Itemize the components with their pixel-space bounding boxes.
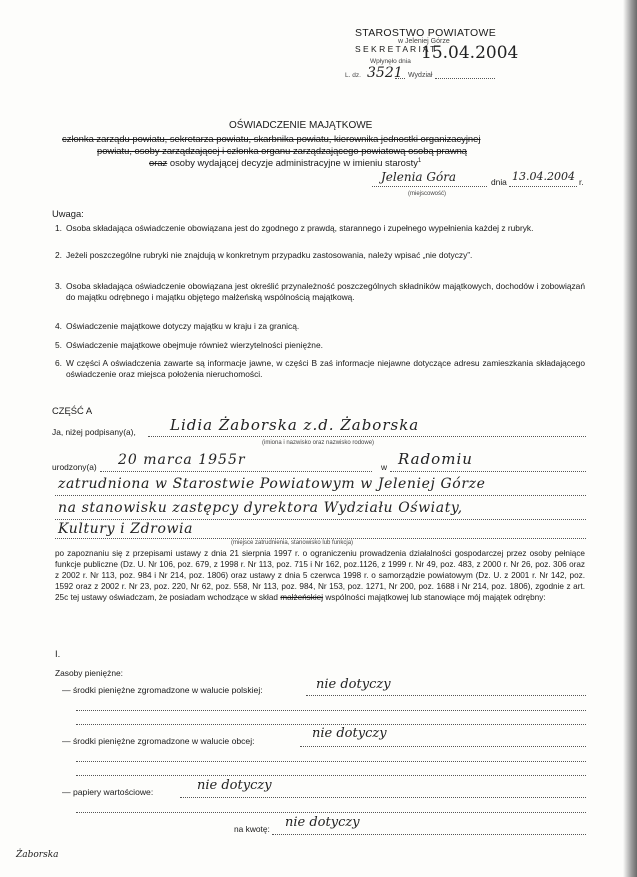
securities-value: nie dotyczy: [197, 778, 272, 793]
cash-pln-label: — środki pieniężne zgromadzone w walucie polskiej:: [62, 685, 263, 695]
section-i-number: I.: [55, 648, 61, 659]
document-title: OŚWIADCZENIE MAJĄTKOWE: [229, 120, 373, 131]
struck-role-line-1: członka zarządu powiatu, sekretarza powiatu, skarbnika powiatu, kierownika jednostki organizacyjnej: [62, 133, 481, 144]
signer-caption: (imiona i nazwisko oraz nazwisko rodowe): [262, 440, 375, 446]
stamp-place: w Jeleniej Górze: [398, 38, 450, 45]
page-initials: Żaborska: [16, 850, 59, 860]
employment-line-2: na stanowisku zastępcy dyrektora Wydziału Oświaty,: [58, 500, 463, 516]
instruction-1: 1. Osoba składająca oświadczenie obowiązana jest do zgodnego z prawdą, starannego i zupełnego wypełnienia każdej z rubryk.: [55, 223, 534, 233]
instruction-4: 4. Oświadczenie majątkowe dotyczy majątku w kraju i za granicą.: [55, 321, 300, 331]
signer-value: Lidia Żaborska z.d. Żaborska: [170, 416, 420, 434]
part-a-heading: CZĘŚĆ A: [52, 405, 93, 416]
born-place-value: Radomiu: [398, 450, 473, 468]
stamp-date-label: Wpłynęło dnia: [370, 58, 411, 65]
place-value: Jelenia Góra: [381, 170, 457, 184]
stamp-number-prefix: L. dz.: [345, 72, 361, 79]
stamp-section-label: Wydział: [408, 72, 433, 79]
cash-pln-value: nie dotyczy: [316, 677, 391, 692]
stamp-office-name: STAROSTWO POWIATOWE: [355, 27, 497, 39]
instruction-2: 2. Jeżeli poszczególne rubryki nie znajdują w konkretnym przypadku zastosowania, należy wpisać „nie dotyczy”.: [55, 250, 473, 260]
amount-value: nie dotyczy: [285, 815, 360, 830]
employment-caption: (miejsce zatrudnienia, stanowisko lub funkcja): [231, 540, 354, 546]
stamp-number-value: 3521: [367, 65, 403, 81]
struck-malzenskiej: małżeńskiej: [280, 593, 324, 602]
signer-label: Ja, niżej podpisany(a),: [52, 427, 136, 437]
born-date-value: 20 marca 1955r: [118, 452, 246, 468]
date-label: dnia: [491, 177, 507, 187]
stamp-department: S E K R E T A R I A T: [355, 44, 436, 54]
footnote-mark: 1: [417, 157, 422, 164]
born-in-label: w: [381, 462, 388, 472]
role-description: osoby wydającej decyzje administracyjne w imieniu starosty: [169, 157, 418, 168]
cash-foreign-value: nie dotyczy: [312, 726, 387, 741]
date-value: 13.04.2004: [512, 170, 575, 183]
stamp-date-value: 15.04.2004: [421, 43, 519, 63]
role-line-3: [149, 157, 421, 168]
born-label: urodzony(a): [52, 462, 97, 472]
date-suffix: r.: [579, 177, 584, 187]
scan-edge-shadow: [623, 0, 637, 877]
struck-role-line-2: powiatu, osoby zarządzającej i członka organu zarządzającego powiatową osobą prawną: [97, 145, 468, 156]
struck-oraz: oraz: [149, 157, 168, 168]
employment-line-3: Kultury i Zdrowia: [58, 521, 194, 537]
section-i-subtitle: Zasoby pieniężne:: [55, 668, 123, 678]
employment-line-1: zatrudniona w Starostwie Powiatowym w Jeleniej Górze: [58, 476, 486, 492]
uwaga-label: Uwaga:: [52, 208, 84, 219]
instruction-5: 5. Oświadczenie majątkowe obejmuje również wierzytelności pieniężne.: [55, 340, 323, 350]
securities-label: — papiery wartościowe:: [62, 787, 154, 797]
place-caption: (miejscowość): [408, 191, 447, 197]
instruction-3: 3. Osoba składająca oświadczenie obowiązana jest określić przynależność poszczególnych składników majątkowych, dochodów i zobowiązań do majątku odrębnego i majątku objętego małżeńską wspólnością majątkową.: [55, 281, 585, 302]
instruction-6: 6. W części A oświadczenia zawarte są informacje jawne, w części B zaś informacje niejawne dotyczące adresu zamieszkania składającego oświadczenie oraz miejsca położenia nieruchomości.: [55, 358, 585, 379]
legal-statement: po zapoznaniu się z przepisami ustawy z dnia 21 sierpnia 1997 r. o ograniczeniu prowadzenia działalności gospodarczej przez osoby pełniące funkcje publiczne (Dz. U. Nr 106, poz. 679, z 1998 r. Nr 113, poz. 715 i Nr 162, poz.1126, z 1999 r. Nr 49, poz. 483, z 2000 r. Nr 26, poz. 306 oraz z 2002 r. Nr 113, poz. 984 i Nr 214, poz. 1806) oraz ustawy z dnia 5 czerwca 1998 r. o samorządzie powiatowym (Dz. U. z 2001 r. Nr 142, poz. 1592 oraz z 2002 r. Nr 23, poz. 220, Nr 62, poz. 558, Nr 113, poz. 984, Nr 153, poz. 1271, Nr 200, poz. 1688 i Nr 214, poz. 1806), zgodnie z art. 25c tej ustawy oświadczam, że posiadam wchodzące w skład małżeńskiej wspólności majątkowej lub stanowiące mój majątek odrębny:: [55, 549, 585, 602]
cash-foreign-label: — środki pieniężne zgromadzone w walucie obcej:: [62, 736, 255, 746]
amount-label: na kwotę:: [234, 824, 270, 834]
